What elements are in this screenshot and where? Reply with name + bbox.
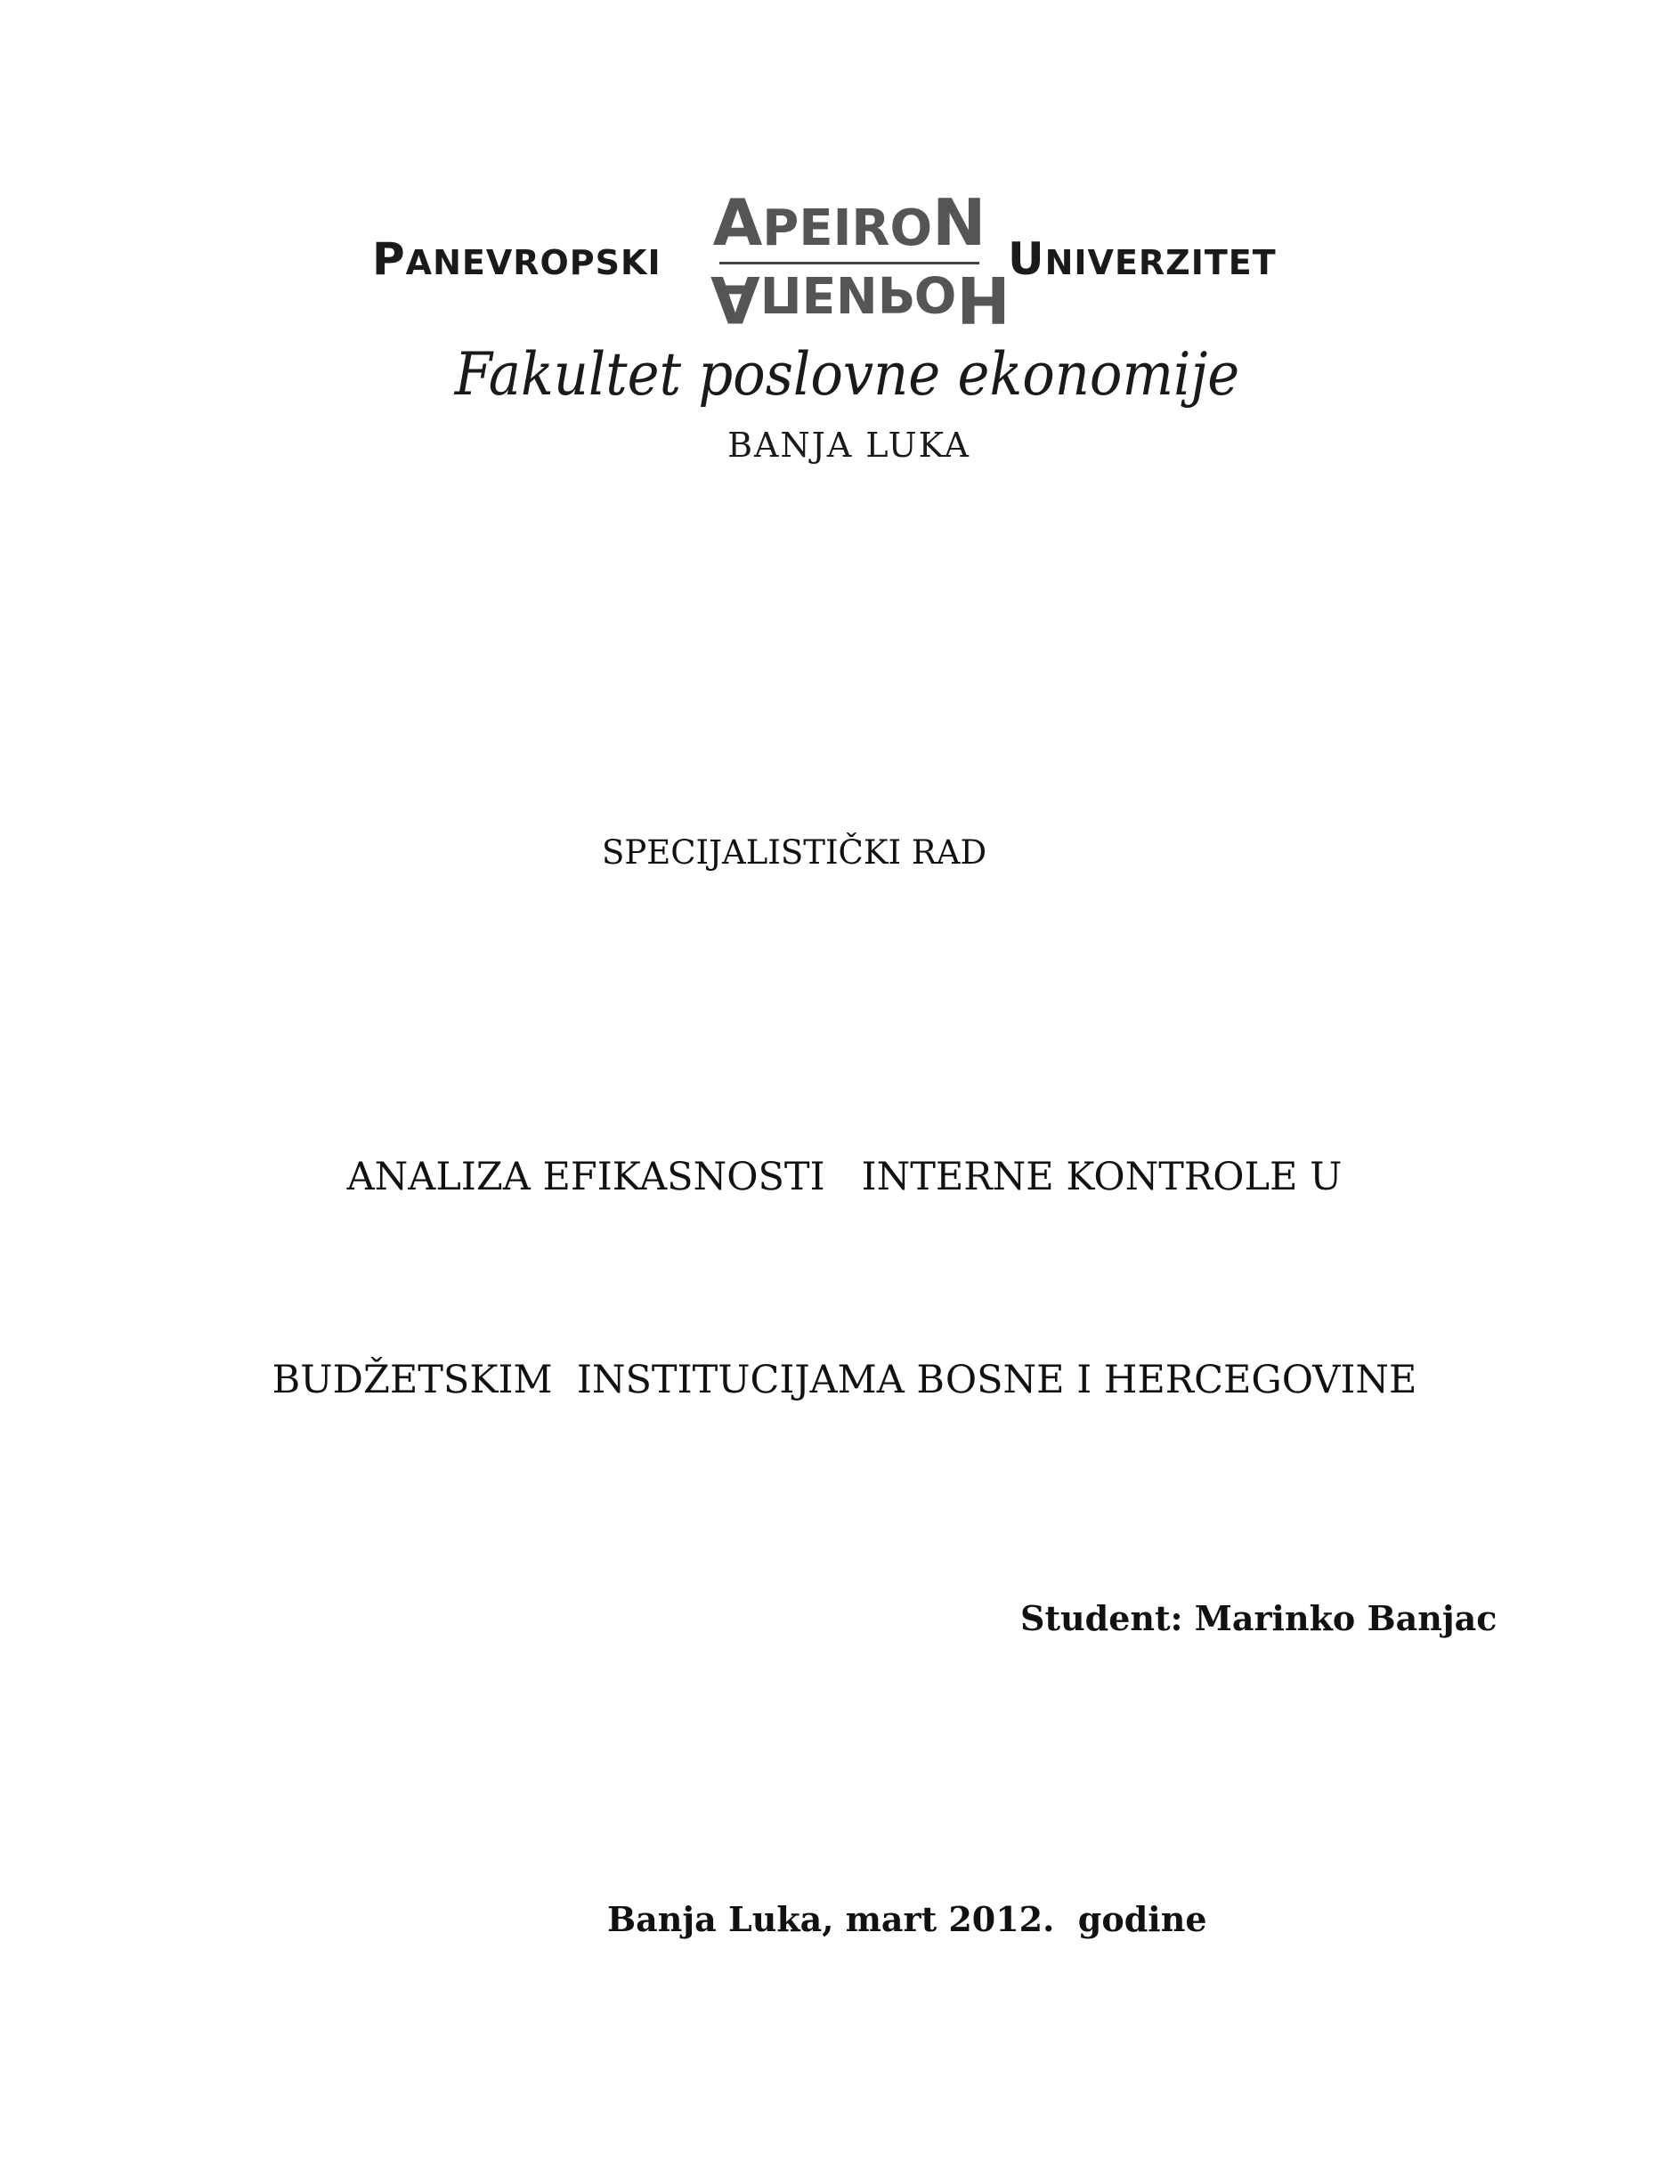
document-title-line-2: BUDŽETSKIM INSTITUCIJAMA BOSNE I HERCEGOVINE xyxy=(272,1358,1417,1402)
university-left-rest: ANEVROPSKI xyxy=(405,243,661,282)
document-title-line-1: ANALIZA EFIKASNOSTI INTERNE KONTROLE U xyxy=(346,1155,1343,1199)
student-name: Student: Marinko Banjac xyxy=(1020,1598,1497,1638)
apeiron-logo-middle: PEIRO xyxy=(762,199,933,257)
place-date: Banja Luka, mart 2012. godine xyxy=(607,1899,1207,1939)
faculty-name: Fakultet poslovne ekonomije xyxy=(454,340,1240,409)
apeiron-logo-initial: A xyxy=(712,185,763,260)
university-name-right xyxy=(1008,233,1277,285)
document-type: SPECIJALISTIČKI RAD xyxy=(602,833,987,872)
apeiron-logo xyxy=(710,185,1010,337)
apeiron-logo-final: N xyxy=(932,185,986,260)
university-left-initial: P xyxy=(372,233,406,285)
university-right-initial: U xyxy=(1008,233,1045,285)
apeiron-logo-text xyxy=(710,185,988,260)
faculty-city: BANJA LUKA xyxy=(727,426,970,465)
document-title xyxy=(9,1008,1680,1549)
university-name-left xyxy=(372,233,661,285)
apeiron-logo-mirror: АПЕИРОН xyxy=(710,262,1010,337)
university-right-rest: NIVERZITET xyxy=(1044,243,1277,282)
